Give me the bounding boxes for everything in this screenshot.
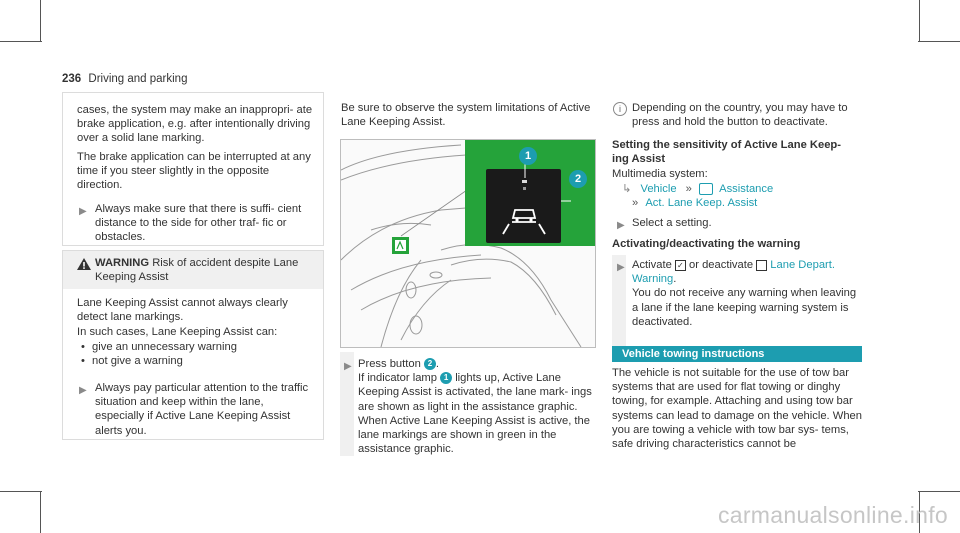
step-press: Press button [358,358,421,370]
warning-triangle-icon [77,258,91,273]
step-if: If indicator lamp [358,372,437,385]
step-text: Press button 2 . If indicator lamp 1 lights up, Active Lane Keeping Assist is activated, the lane mark- ings are shown as light in the assistance graphic. When Active Lane Keeping Assist is active, the lane markings are shown in green in the assistance graphic. [358,358,592,456]
car-icon [699,183,713,195]
info-text: Depending on the country, you may have to press and hold the button to deactivate. [632,102,848,129]
list-item: • give an unnecessary warning [81,341,237,353]
step-result: lights up, Active Lane Keeping Assist is activated, the lane mark- ings are shown as light in the assistance graphic. When Active Lane Keeping Assist is active, the lane markings are shown in green in the assistance graphic. [358,372,592,456]
activating-heading: Activating/deactivating the warning [612,238,801,250]
tow-text: The vehicle is not suitable for the use of tow bar systems that are used for flat towing or dinghy towing, for example. Attaching and using tow bar systems can lead to damage on the vehicle. When you are towing a vehicle with tow bar sys- tems, safe driving characteristics cannot be [612,367,862,451]
lane-depart-warning-link[interactable]: Lane Depart. Warning [632,259,835,286]
warning-title [95,256,315,284]
menu-path-1 [622,182,773,196]
warning-para-1: Lane Keeping Assist cannot always clearly detect lane markings. [77,297,288,324]
crop-mark [40,0,41,42]
checkbox-empty-icon [756,260,767,271]
activate-step: Activate ✓ or deactivate Lane Depart. Warning. You do not receive any warning when leaving a lane if the lane keeping warning system is deactivated. [632,259,857,328]
watermark: carmanualsonline.info [717,502,948,528]
return-arrow-icon: ↳ [622,183,632,195]
continued-bullet: Always make sure that there is suffi- cient distance to the side for other traf- fic or obstacles. [95,203,302,244]
warning-bullet: Always pay particular attention to the traffic situation and keep within the lane, especially if Active Lane Keeping Assist alerts you. [95,382,309,437]
warning-box [62,250,324,440]
menu-path-2 [632,196,757,210]
deactivate-text: or deactivate [689,259,754,271]
page-number: 236 [62,73,82,85]
bullet-arrow-icon: ▶ [617,220,625,231]
warning-label: WARNING [95,257,150,269]
section-title: Driving and parking [88,73,188,85]
menu-assistance[interactable]: Assistance [719,183,774,195]
page-header [62,73,187,85]
list-item-text: give an unnecessary warning [92,341,237,353]
menu-act-lane-keep[interactable]: Act. Lane Keep. Assist [645,197,758,209]
list-item: • not give a warning [81,355,183,367]
tow-section-title: Vehicle towing instructions [622,348,765,360]
multimedia-label: Multimedia system: [612,168,708,180]
activate-text: Activate [632,259,672,271]
callout-1-marker: 1 [519,147,537,165]
dashboard-illustration [340,139,596,348]
warning-note: You do not receive any warning when leaving a lane if the lane keeping warning system is deactivated. [632,287,857,328]
chevron-double-icon: » [685,183,692,195]
intro-text: Be sure to observe the system limitations of Active Lane Keeping Assist. [341,102,591,129]
crop-mark [918,491,960,492]
select-setting: Select a setting. [632,217,712,229]
callout-2-inline: 2 [424,358,436,370]
continued-para-1: cases, the system may make an inappropri- ate brake application, e.g. after intentionally driving over a solid lane marking. [77,104,313,145]
bullet-arrow-icon: ▶ [617,262,625,273]
checkbox-checked-icon: ✓ [675,260,686,271]
info-icon: i [613,102,627,116]
warning-para-2: In such cases, Lane Keeping Assist can: [77,326,278,338]
callout-1-inline: 1 [440,372,452,384]
warning-subtitle: Risk of accident despite Lane Keeping Assist [95,257,299,284]
menu-vehicle[interactable]: Vehicle [640,183,677,195]
callout-2-marker: 2 [569,170,587,188]
bullet-arrow-icon: ▶ [344,361,352,372]
crop-mark [918,41,960,42]
list-item-text: not give a warning [92,355,183,367]
crop-mark [0,491,42,492]
chevron-double-icon: » [632,197,639,209]
continued-box [62,92,324,246]
crop-mark [919,0,920,42]
crop-mark [0,41,42,42]
bullet-arrow-icon: ▶ [79,385,87,396]
setting-heading: Setting the sensitivity of Active Lane Keep- ing Assist [612,139,841,166]
continued-para-2: The brake application can be interrupted at any time if you steer slightly in the opposite direction. [77,151,311,192]
bullet-arrow-icon: ▶ [79,206,87,217]
crop-mark [40,491,41,533]
